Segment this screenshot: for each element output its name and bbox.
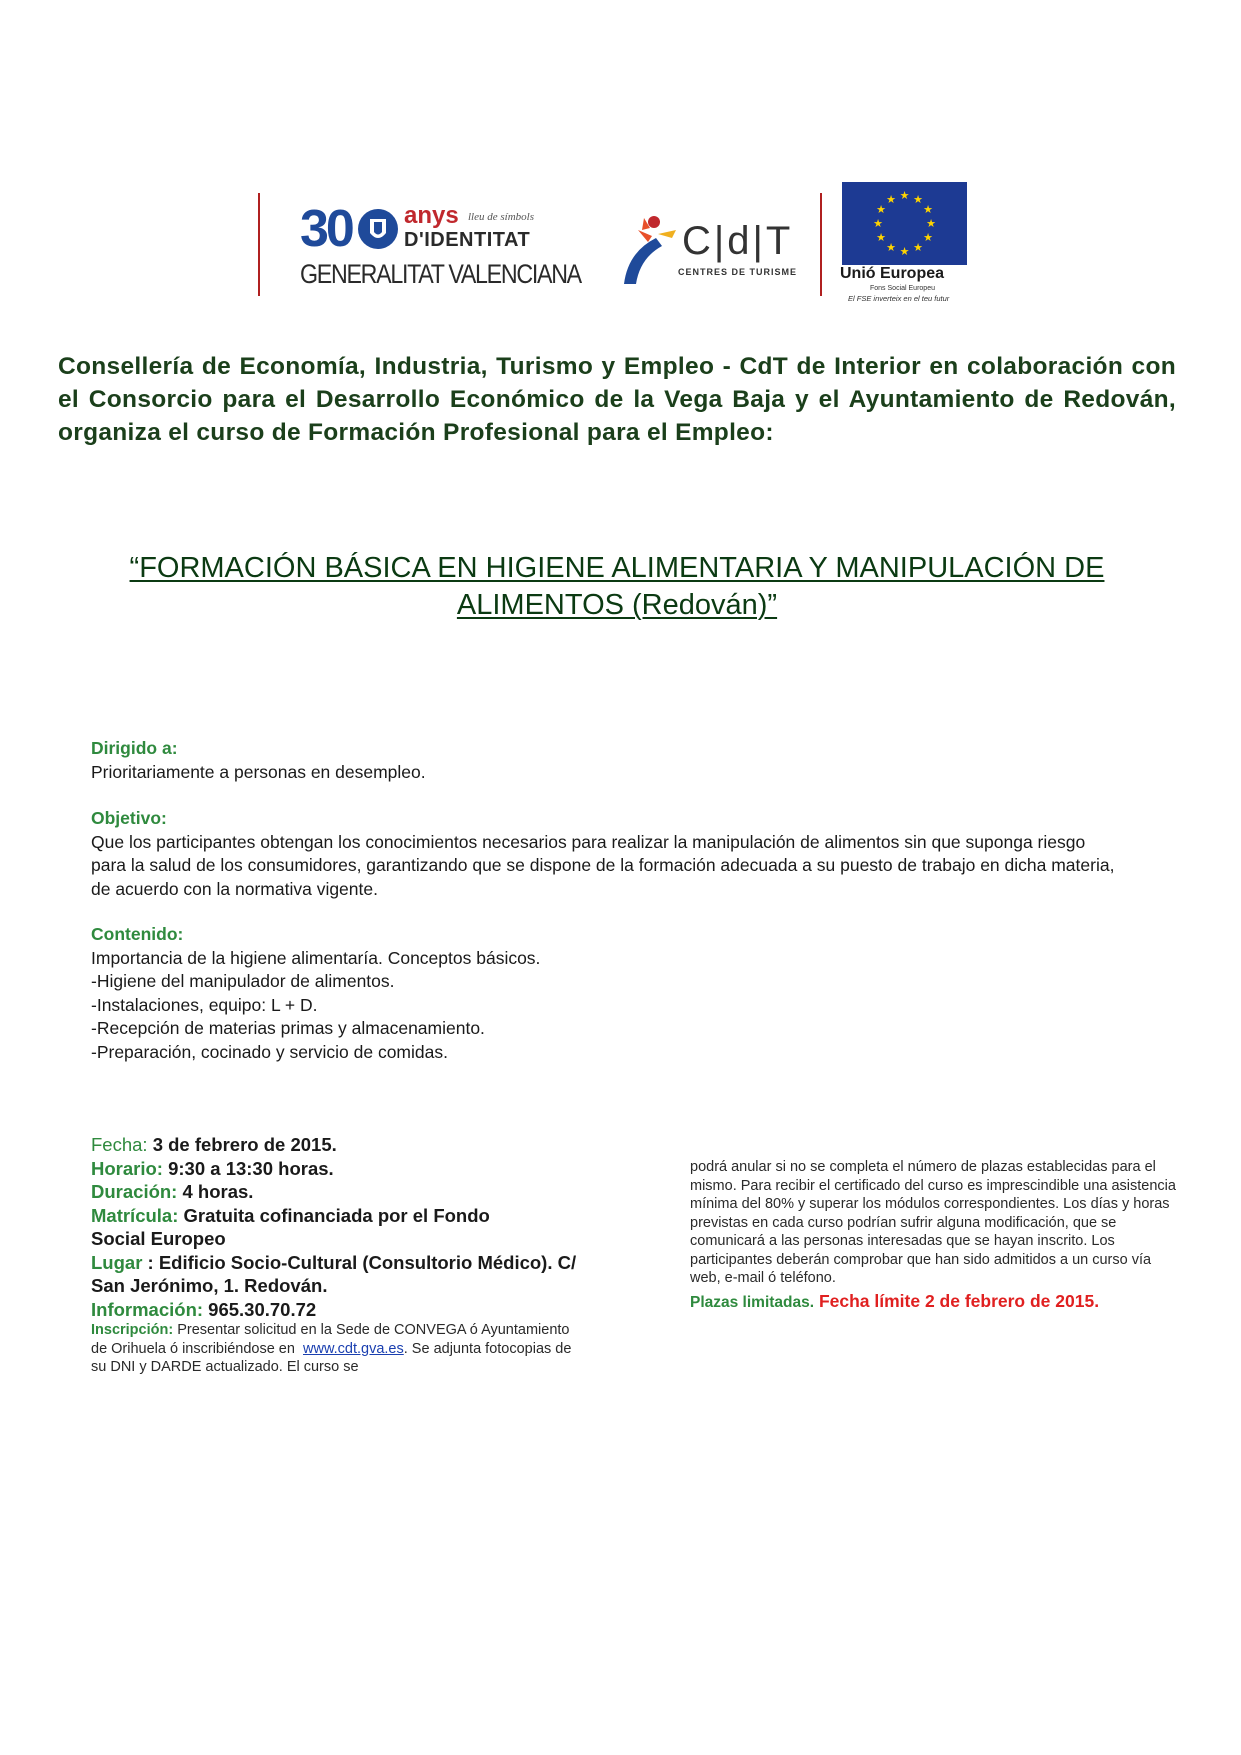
plazas-label: Plazas limitadas. bbox=[690, 1293, 815, 1311]
lugar-separator: : bbox=[142, 1251, 154, 1273]
inscripcion-text: Presentar solicitud en la Sede de CONVEGA ó Ayuntamiento de Orihuela ó inscribiéndose en bbox=[91, 1322, 570, 1357]
svg-text:★: ★ bbox=[886, 241, 896, 254]
svg-text:★: ★ bbox=[899, 245, 910, 258]
svg-text:★: ★ bbox=[923, 203, 933, 216]
details-column bbox=[91, 1133, 621, 1377]
lugar-row bbox=[91, 1251, 591, 1298]
inscripcion-row bbox=[91, 1321, 586, 1377]
conditions-text: podrá anular si no se completa el número de plazas establecidas para el mismo. Para recibir el certificado del curso es imprescindible una asistencia mínima del 80% y superar los módulos correspondientes. Los días y horas previstas en cada curso podrían sufrir alguna modificación, que se comunicará a las personas interesadas que se hayan inscrito. Los participantes deberán comprobar que han sido admitidos a un curso vía web, e-mail ó teléfono. bbox=[690, 1159, 1176, 1286]
eu-stars-icon bbox=[842, 182, 967, 265]
fecha-limite: Fecha límite 2 de febrero de 2015. bbox=[818, 1290, 1100, 1311]
svg-text:★: ★ bbox=[926, 217, 936, 230]
plazas-row bbox=[690, 1292, 1180, 1313]
informacion-row bbox=[91, 1298, 621, 1322]
duracion-row bbox=[91, 1180, 621, 1204]
svg-text:★: ★ bbox=[913, 241, 923, 254]
section-dirigido bbox=[91, 737, 1151, 784]
fecha-row bbox=[91, 1133, 621, 1157]
fecha-label: Fecha: bbox=[91, 1134, 148, 1155]
svg-text:★: ★ bbox=[886, 193, 896, 206]
section-objetivo bbox=[91, 807, 1121, 901]
contenido-item: -Preparación, cocinado y servicio de comidas. bbox=[91, 1041, 448, 1062]
cdt-logo-subtitle: CENTRES DE TURISME bbox=[678, 267, 798, 277]
matricula-value: Gratuita cofinanciada por el Fondo Social Europeo bbox=[91, 1204, 490, 1249]
contenido-item: -Recepción de materias primas y almacenamiento. bbox=[91, 1018, 485, 1038]
eu-logo-tagline: El FSE inverteix en el teu futur bbox=[848, 294, 950, 303]
informacion-label: Información: bbox=[91, 1298, 204, 1320]
gv-logo-anys: anys bbox=[404, 202, 459, 229]
contenido-item: -Instalaciones, equipo: L + D. bbox=[91, 994, 318, 1015]
lugar-label: Lugar bbox=[91, 1251, 143, 1273]
svg-text:★: ★ bbox=[876, 231, 886, 244]
divider-line-right bbox=[820, 193, 822, 296]
gv-logo-tagline: lleu de símbols bbox=[468, 211, 534, 223]
lugar-value: Edificio Socio-Cultural (Consultorio Médico). C/ San Jerónimo, 1. Redován. bbox=[91, 1251, 577, 1296]
informacion-value: 965.30.70.72 bbox=[208, 1298, 317, 1320]
horario-value: 9:30 a 13:30 horas. bbox=[168, 1157, 334, 1179]
contenido-item: Importancia de la higiene alimentaría. Conceptos básicos. bbox=[91, 947, 541, 968]
objetivo-text: Que los participantes obtengan los conocimientos necesarios para realizar la manipulación de alimentos sin que suponga riesgo para la salud de los consumidores, garantizando que se dispone de la formación adecuada a su puesto de trabajo en dicha materia, de acuerdo con la normativa vigente. bbox=[91, 831, 1115, 899]
contenido-label: Contenido: bbox=[91, 924, 184, 944]
matricula-label: Matrícula: bbox=[91, 1204, 179, 1226]
cdt-logo bbox=[618, 212, 798, 292]
gv-shield-icon bbox=[356, 207, 400, 251]
svg-text:★: ★ bbox=[899, 189, 910, 202]
duracion-value: 4 horas. bbox=[182, 1181, 254, 1202]
svg-text:★: ★ bbox=[923, 231, 933, 244]
gv-logo-name: GENERALITAT VALENCIANA bbox=[300, 259, 581, 289]
dirigido-text: Prioritariamente a personas en desempleo. bbox=[91, 761, 426, 782]
contenido-item: -Higiene del manipulador de alimentos. bbox=[91, 971, 395, 991]
cdt-website-link[interactable]: www.cdt.gva.es bbox=[303, 1340, 404, 1357]
section-contenido bbox=[91, 923, 1151, 1064]
gv-logo-identitat: D'IDENTITAT bbox=[404, 229, 531, 251]
gv-logo-number: 30 bbox=[300, 200, 352, 258]
cdt-figure-icon bbox=[618, 212, 682, 288]
objetivo-label: Objetivo: bbox=[91, 808, 167, 828]
svg-text:★: ★ bbox=[913, 193, 923, 206]
dirigido-label: Dirigido a: bbox=[91, 738, 178, 758]
cdt-logo-letters: C|d|T bbox=[682, 219, 794, 263]
divider-line-left bbox=[258, 193, 260, 296]
eu-logo-subtitle: Fons Social Europeu bbox=[870, 285, 935, 292]
horario-row bbox=[91, 1157, 621, 1181]
conditions-column bbox=[690, 1158, 1180, 1312]
duracion-label: Duración: bbox=[91, 1181, 178, 1202]
inscripcion-text-continued: . Se adjunta fotocopias de su DNI y DARDE actualizado. El curso se bbox=[91, 1340, 572, 1375]
eu-logo-title: Unió Europea bbox=[840, 265, 945, 282]
matricula-row bbox=[91, 1204, 541, 1251]
horario-label: Horario: bbox=[91, 1157, 163, 1179]
svg-text:★: ★ bbox=[873, 217, 883, 230]
generalitat-valenciana-logo bbox=[300, 200, 581, 293]
course-title: “FORMACIÓN BÁSICA EN HIGIENE ALIMENTARIA Y MANIPULACIÓN DE ALIMENTOS (Redován)” bbox=[129, 552, 1105, 621]
intro-paragraph: Consellería de Economía, Industria, Turismo y Empleo - CdT de Interior en colaboración con el Consorcio para el Desarrollo Económico de la Vega Baja y el Ayuntamiento de Redován, organiza el curso de Formación Profesional para el Empleo: bbox=[58, 353, 1176, 446]
eu-flag-icon bbox=[842, 182, 967, 265]
inscripcion-label: Inscripción: bbox=[91, 1322, 174, 1338]
eu-logo bbox=[840, 182, 970, 302]
fecha-value: 3 de febrero de 2015. bbox=[152, 1134, 337, 1155]
svg-text:★: ★ bbox=[876, 203, 886, 216]
